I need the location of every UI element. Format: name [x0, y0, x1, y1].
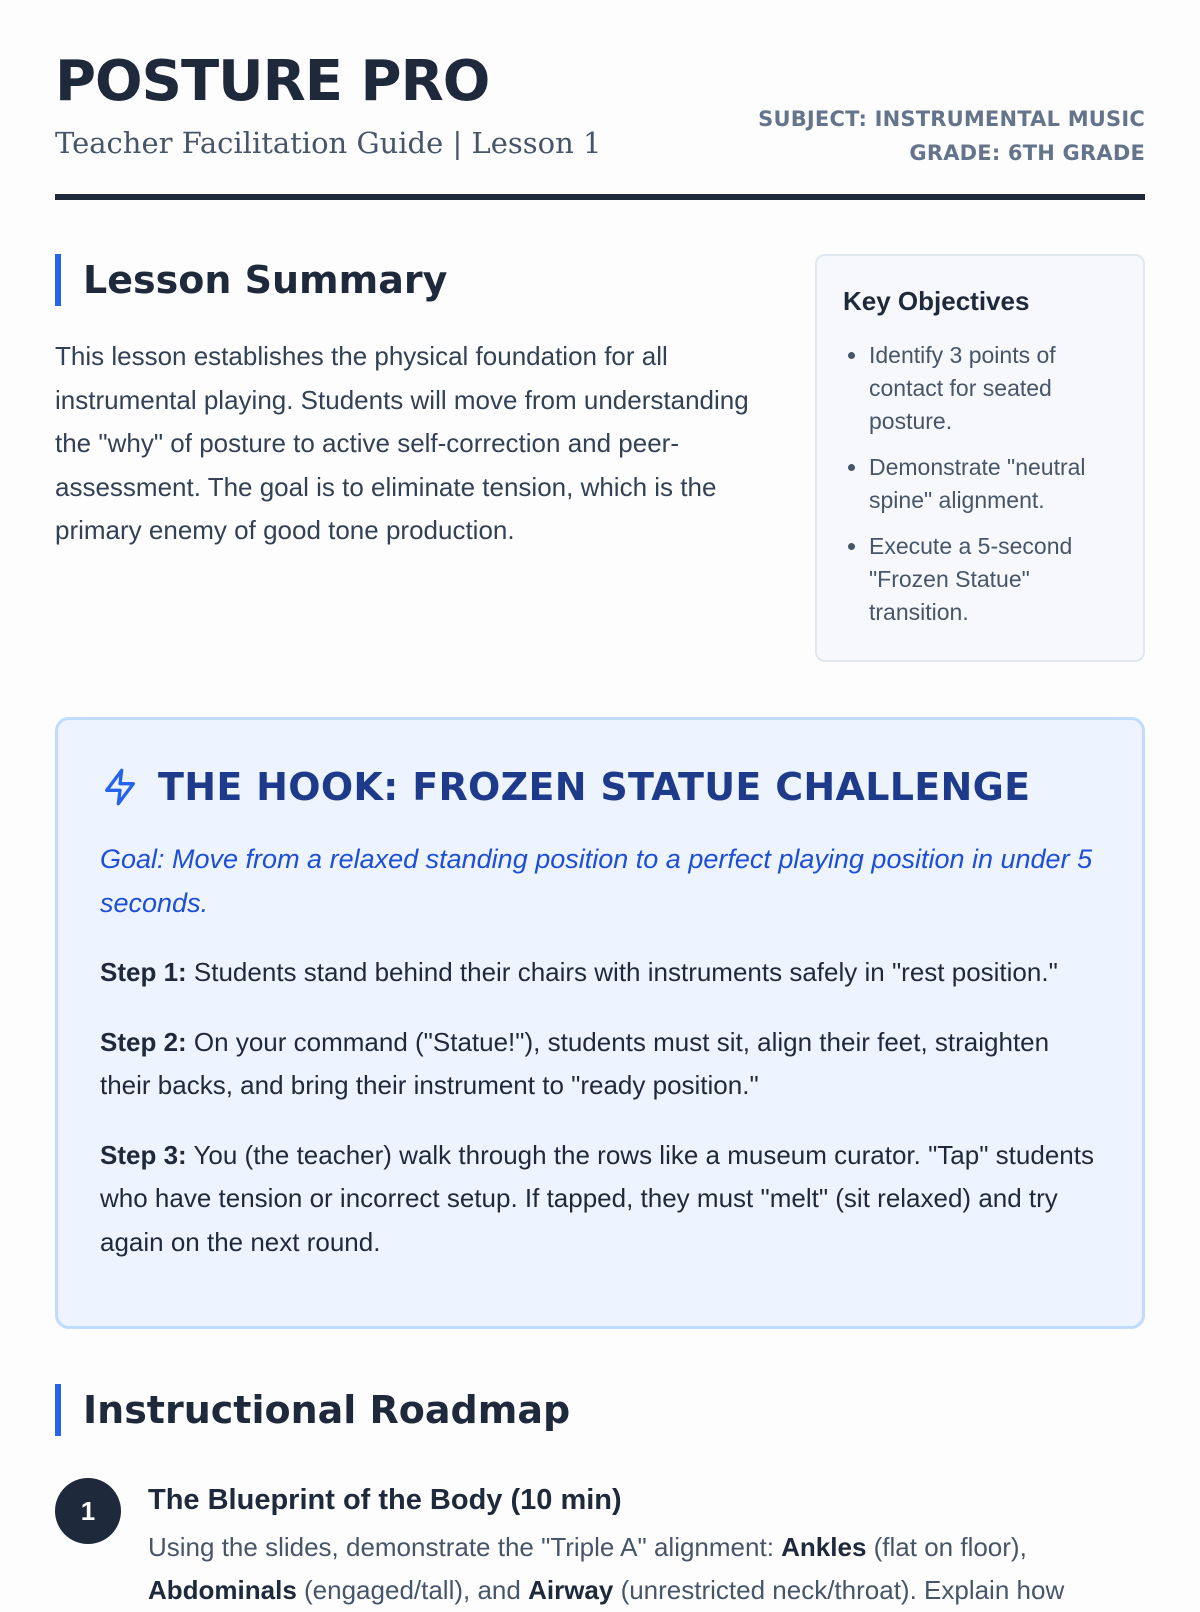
step-label: Step 1:	[100, 957, 187, 987]
key-objectives-list	[843, 339, 1117, 629]
objective-item: • Demonstrate "neutral spine" alignment.	[869, 451, 1117, 517]
emphasis-airway: Airway	[528, 1575, 614, 1605]
lesson-summary-heading: Lesson Summary	[55, 254, 447, 306]
text-run: Using the slides, demonstrate the "Triple A" alignment:	[148, 1532, 782, 1562]
hook-step	[100, 1134, 1100, 1265]
emphasis-abdominals: Abdominals	[148, 1575, 297, 1605]
document-header	[55, 0, 1145, 200]
text-run: (engaged/tall), and	[296, 1575, 529, 1605]
hook-header	[100, 764, 1100, 810]
step-number-badge: 1	[55, 1478, 121, 1544]
hook-step	[100, 951, 1100, 995]
roadmap-item-text	[148, 1526, 1148, 1612]
step-text: Students stand behind their chairs with instruments safely in "rest position."	[186, 957, 1058, 987]
step-label: Step 2:	[100, 1026, 187, 1057]
step-text: You (the teacher) walk through the rows like a museum curator. "Tap" students who have tension or incorrect setup. If tapped, they must "melt" (sit relaxed) and try again on the next round.	[100, 1139, 1094, 1257]
page-title: POSTURE PRO	[55, 49, 490, 114]
grade-label: GRADE: 6TH GRADE	[909, 141, 1145, 165]
text-run: (unrestricted neck/throat). Explain how	[613, 1575, 1065, 1605]
roadmap-item-title: The Blueprint of the Body (10 min)	[148, 1484, 622, 1516]
objective-item: • Identify 3 points of contact for seated posture.	[869, 339, 1117, 438]
hook-step	[100, 1021, 1100, 1108]
emphasis-ankles: Ankles	[781, 1532, 867, 1562]
objective-item: • Execute a 5-second "Frozen Statue" transition.	[869, 530, 1117, 629]
hook-goal: Goal: Move from a relaxed standing position to a perfect playing position in under 5 seconds.	[100, 844, 1093, 918]
subject-label: SUBJECT: INSTRUMENTAL MUSIC	[758, 107, 1145, 131]
step-text: On your command ("Statue!"), students must sit, align their feet, straighten their backs, and bring their instrument to "ready position."	[100, 1026, 1050, 1100]
hook-title: THE HOOK: FROZEN STATUE CHALLENGE	[158, 765, 1031, 809]
lesson-summary-text: This lesson establishes the physical foundation for all instrumental playing. Students will move from understanding the "why" of posture to active self-correction and peer-assessment. The goal is to eliminate tension, which is the primary enemy of good tone production.	[55, 341, 749, 545]
lightning-bolt-icon	[100, 767, 140, 807]
key-objectives-box	[815, 254, 1145, 662]
hook-card	[55, 717, 1145, 1329]
key-objectives-title: Key Objectives	[843, 286, 1030, 316]
lesson-meta	[758, 102, 1145, 170]
instructional-roadmap-heading: Instructional Roadmap	[55, 1384, 570, 1436]
step-label: Step 3:	[100, 1139, 187, 1170]
text-run: (flat on floor),	[866, 1532, 1027, 1562]
page-subtitle: Teacher Facilitation Guide | Lesson 1	[55, 126, 602, 160]
